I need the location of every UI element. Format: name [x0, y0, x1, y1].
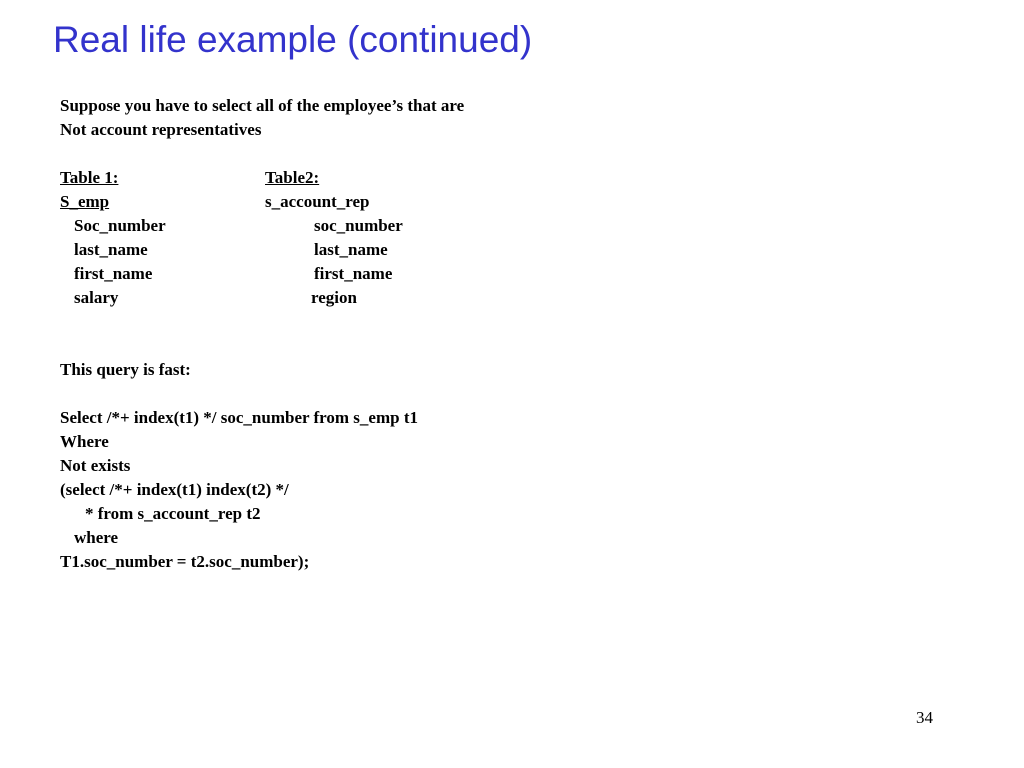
table1-column: last_name — [74, 240, 148, 259]
query-line: T1.soc_number = t2.soc_number); — [60, 552, 310, 571]
table2-column: soc_number — [314, 216, 403, 235]
query-line: Not exists — [60, 456, 131, 475]
column-row — [60, 286, 760, 310]
table1-name: S_emp — [60, 192, 110, 211]
intro-line: Not account representatives — [60, 120, 262, 139]
slide-title: Real life example (continued) — [53, 19, 533, 60]
table2-name: s_account_rep — [265, 192, 370, 211]
table1-column: salary — [74, 288, 119, 307]
table-name-row — [60, 190, 760, 214]
query-line: Select /*+ index(t1) */ soc_number from s_emp t1 — [60, 408, 418, 427]
query-line: where — [74, 528, 119, 547]
table1-heading: Table 1: — [60, 168, 119, 187]
page-number: 34 — [916, 708, 933, 727]
table2-column: first_name — [314, 264, 393, 283]
table1-column: Soc_number — [74, 216, 166, 235]
column-row — [60, 238, 760, 262]
query-intro: This query is fast: — [60, 360, 191, 379]
query-line: (select /*+ index(t1) index(t2) */ — [60, 480, 289, 499]
table-heading-row — [60, 166, 760, 190]
column-row — [60, 214, 760, 238]
query-line: * from s_account_rep t2 — [85, 504, 261, 523]
query-line: Where — [60, 432, 109, 451]
table2-heading: Table2: — [265, 168, 320, 187]
column-row — [60, 262, 760, 286]
intro-line: Suppose you have to select all of the employee’s that are — [60, 96, 465, 115]
slide-body — [60, 94, 760, 574]
table2-column: region — [311, 288, 357, 307]
table2-column: last_name — [314, 240, 388, 259]
table1-column: first_name — [74, 264, 153, 283]
